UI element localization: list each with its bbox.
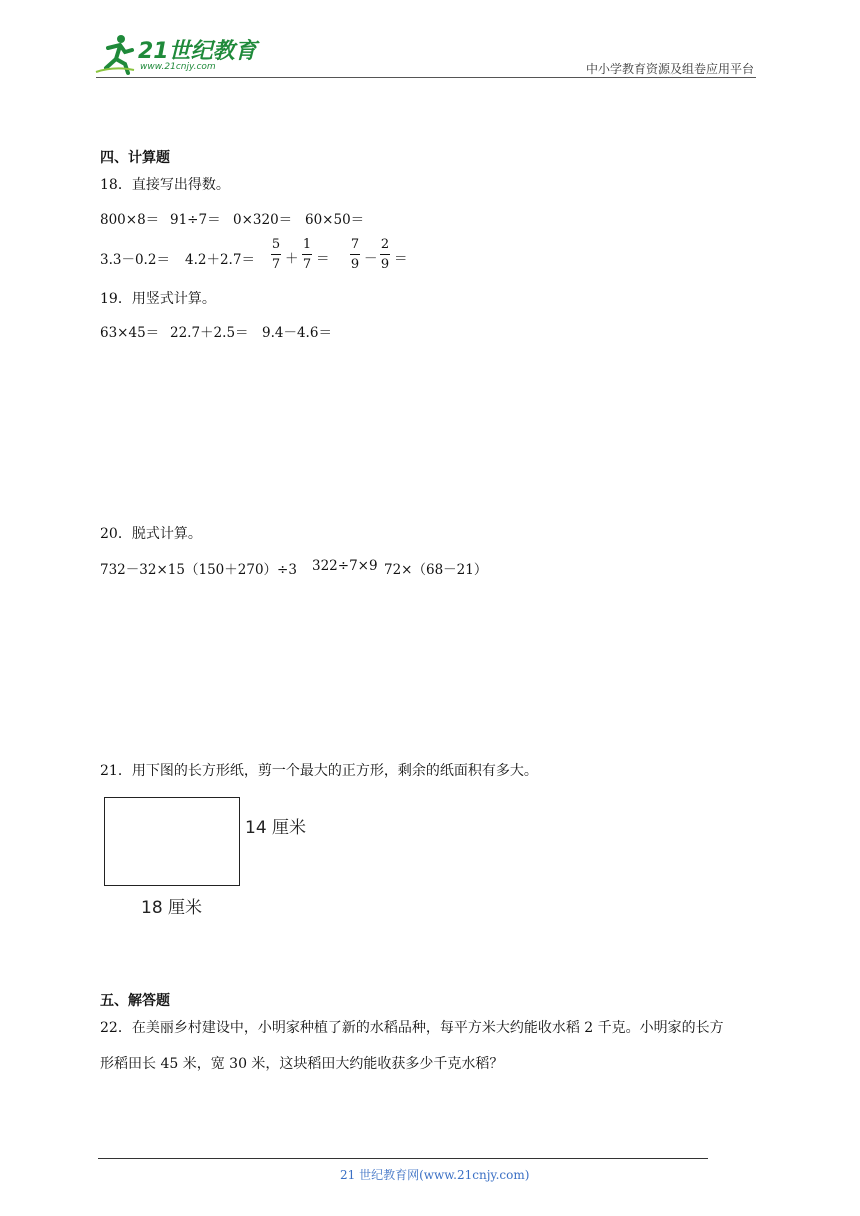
logo-url: www.21cnjy.com [140,62,216,72]
section-title-word-problems: 五、解答题 [100,993,170,1009]
equals-sign: ＝ [394,251,408,267]
q18-item-1: 800×8＝ [100,212,160,228]
logo-text: 21世纪教育 [138,39,257,64]
q18-item-5: 3.3－0.2＝ [100,252,170,268]
fraction-denominator: 9 [380,257,390,272]
q20-item-1: 732－32×15 [100,562,185,578]
q20-item-3: 322÷7×9 [312,558,378,574]
plus-sign: ＋ [285,251,299,267]
fraction-denominator: 7 [271,257,281,272]
q19-item-2: 22.7＋2.5＝ [170,325,249,341]
q18-item-6: 4.2＋2.7＝ [185,252,255,268]
rectangle-width-label: 14 厘米 [245,818,307,838]
fraction-numerator: 2 [380,237,390,252]
platform-title: 中小学教育资源及组卷应用平台 [585,62,754,76]
q20-item-4: 72×（68－21） [384,562,488,578]
section-title-calculation: 四、计算题 [100,150,170,166]
question-22-line-2: 形稻田长 45 米，宽 30 米，这块稻田大约能收获多少千克水稻？ [100,1056,504,1072]
header-divider [96,77,756,78]
runner-logo-icon [94,32,138,76]
fraction-1-7 [302,236,312,273]
fraction-numerator: 5 [271,237,281,252]
rectangle-length-label: 18 厘米 [141,898,203,918]
question-21-stem: 21．用下图的长方形纸，剪一个最大的正方形，剩余的纸面积有多大。 [100,763,538,779]
q18-item-4: 60×50＝ [305,212,365,228]
question-19-stem: 19．用竖式计算。 [100,291,216,307]
fraction-numerator: 7 [350,237,360,252]
fraction-denominator: 7 [302,257,312,272]
fraction-2-9 [380,236,390,273]
equals-sign: ＝ [316,251,330,267]
fraction-5-7 [271,236,281,273]
footer-link[interactable]: 21 世纪教育网(www.21cnjy.com) [340,1168,530,1182]
minus-sign: － [364,251,378,267]
fraction-7-9 [350,236,360,273]
fraction-denominator: 9 [350,257,360,272]
question-20-stem: 20．脱式计算。 [100,526,202,542]
q20-item-2: （150＋270）÷3 [185,562,297,578]
q19-item-3: 9.4－4.6＝ [262,325,332,341]
question-22-line-1: 22．在美丽乡村建设中，小明家种植了新的水稻品种，每平方米大约能收水稻 2 千克。小明家的长方 [100,1020,724,1036]
fraction-numerator: 1 [302,237,312,252]
q19-item-1: 63×45＝ [100,325,160,341]
rectangle-figure [104,797,240,886]
question-18-stem: 18．直接写出得数。 [100,177,230,193]
q18-item-2: 91÷7＝ [170,212,221,228]
footer-divider [98,1158,708,1159]
q18-item-3: 0×320＝ [233,212,293,228]
site-logo [94,32,264,76]
